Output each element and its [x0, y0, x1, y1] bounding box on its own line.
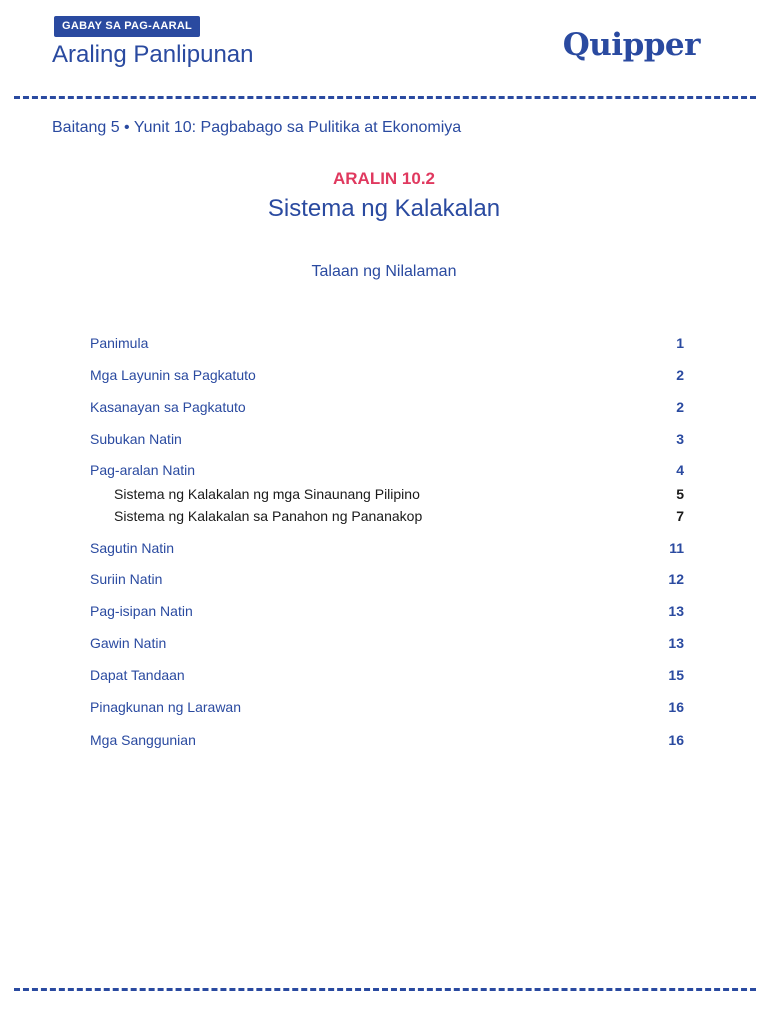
toc-item-kasanayan[interactable]: [90, 397, 684, 417]
toc-item-label: Gawin Natin: [90, 635, 167, 651]
toc-item-suriin[interactable]: [90, 569, 684, 589]
brand-logo: Quipper: [562, 27, 700, 63]
toc-item-page: 13: [668, 635, 684, 651]
toc-item-panimula[interactable]: [90, 333, 684, 353]
toc-item-label: Panimula: [90, 335, 149, 351]
bottom-divider: [14, 988, 756, 991]
toc-item-sanggunian[interactable]: [90, 730, 684, 750]
toc-item-page: 3: [676, 431, 684, 447]
toc-item-label: Mga Layunin sa Pagkatuto: [90, 367, 256, 383]
toc-item-page: 16: [668, 699, 684, 715]
toc-item-label: Dapat Tandaan: [90, 667, 185, 683]
toc-item-page: 5: [676, 486, 684, 502]
toc-item-label: Subukan Natin: [90, 431, 182, 447]
guide-badge: GABAY SA PAG-AARAL: [54, 16, 200, 37]
toc-item-page: 2: [676, 367, 684, 383]
toc-item-page: 4: [676, 462, 684, 478]
toc-subitem-sinaunang-pilipino[interactable]: [114, 484, 684, 504]
toc-item-pag-aralan[interactable]: [90, 460, 684, 480]
toc-item-page: 16: [668, 732, 684, 748]
subject-title: Araling Panlipunan: [52, 41, 254, 68]
toc-item-label: Sistema ng Kalakalan sa Panahon ng Pananakop: [114, 508, 423, 524]
toc-item-label: Pinagkunan ng Larawan: [90, 699, 242, 715]
toc-item-pinagkunan[interactable]: [90, 697, 684, 717]
toc-item-page: 1: [676, 335, 684, 351]
toc-item-dapat-tandaan[interactable]: [90, 665, 684, 685]
toc-item-page: 15: [668, 667, 684, 683]
breadcrumb: Baitang 5 • Yunit 10: Pagbabago sa Pulitika at Ekonomiya: [52, 119, 462, 136]
toc-item-label: Suriin Natin: [90, 571, 163, 587]
top-divider: [14, 96, 756, 99]
toc-item-page: 2: [676, 399, 684, 415]
toc-item-pag-isipan[interactable]: [90, 601, 684, 621]
toc-heading: Talaan ng Nilalaman: [311, 263, 457, 280]
lesson-number: ARALIN 10.2: [332, 169, 436, 188]
toc-item-label: Sagutin Natin: [90, 540, 175, 556]
toc-item-sagutin[interactable]: [90, 538, 684, 558]
toc-item-page: 11: [669, 540, 684, 556]
toc-item-page: 7: [676, 508, 684, 524]
toc-item-layunin[interactable]: [90, 365, 684, 385]
lesson-title: Sistema ng Kalakalan: [267, 195, 501, 222]
toc-item-label: Sistema ng Kalakalan ng mga Sinaunang Pilipino: [114, 486, 420, 502]
toc-item-label: Mga Sanggunian: [90, 732, 196, 748]
toc-subitem-pananakop[interactable]: [114, 506, 684, 526]
toc-item-label: Pag-aralan Natin: [90, 462, 196, 478]
toc-item-page: 13: [668, 603, 684, 619]
toc-item-label: Pag-isipan Natin: [90, 603, 193, 619]
toc-item-label: Kasanayan sa Pagkatuto: [90, 399, 246, 415]
toc-item-subukan[interactable]: [90, 429, 684, 449]
toc-item-page: 12: [668, 571, 684, 587]
toc-item-gawin[interactable]: [90, 633, 684, 653]
